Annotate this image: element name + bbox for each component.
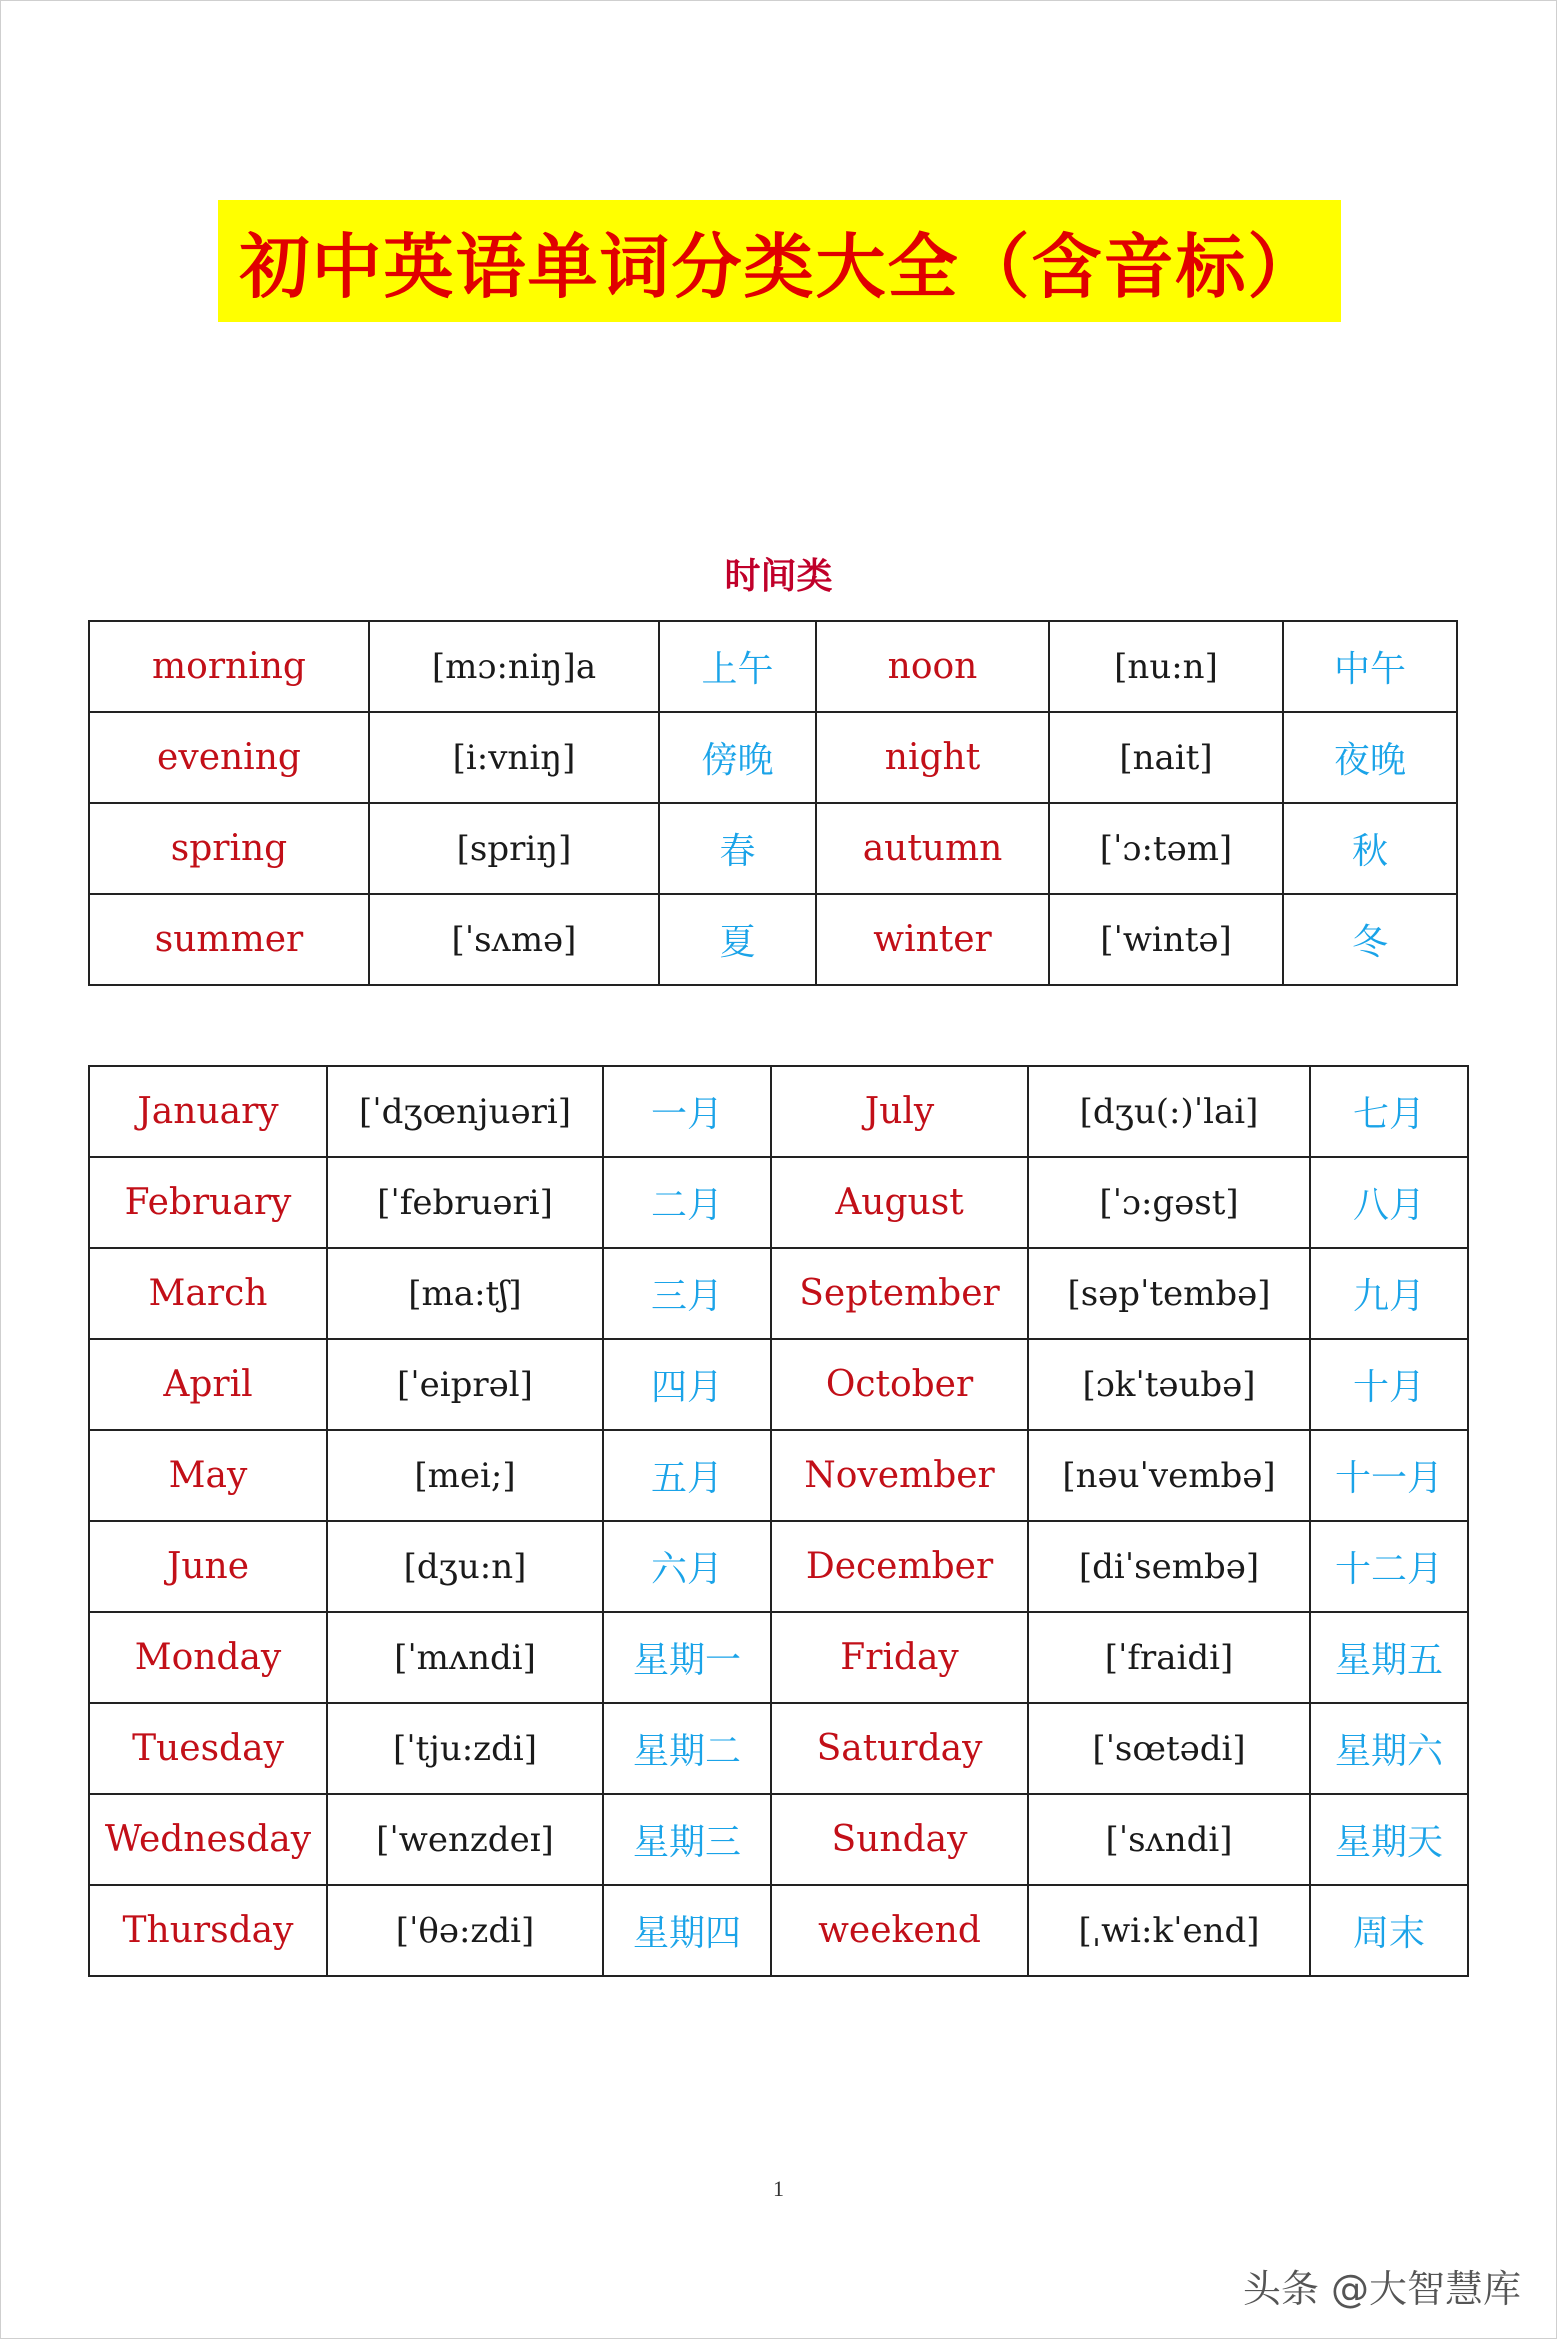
chinese-meaning-cell: 四月: [603, 1339, 771, 1430]
chinese-meaning-cell: 五月: [603, 1430, 771, 1521]
chinese-meaning-cell: 九月: [1310, 1248, 1468, 1339]
table-row: [89, 894, 1457, 985]
chinese-meaning-cell: 星期四: [603, 1885, 771, 1976]
page-number: 1: [773, 2176, 784, 2201]
table-row: [89, 1885, 1468, 1976]
phonetic-cell: [ˈsʌndi]: [1028, 1794, 1310, 1885]
english-word-cell: summer: [89, 894, 369, 985]
phonetic-cell: [dʒu(:)ˈlai]: [1028, 1066, 1310, 1157]
phonetic-cell: [ˈmʌndi]: [327, 1612, 603, 1703]
phonetic-cell: [i:vniŋ]: [369, 712, 659, 803]
english-word-cell: night: [816, 712, 1049, 803]
chinese-meaning-cell: 三月: [603, 1248, 771, 1339]
chinese-meaning-cell: 秋: [1283, 803, 1457, 894]
vocab-table-months-days: [88, 1065, 1469, 1977]
chinese-meaning-cell: 夏: [659, 894, 816, 985]
table-row: [89, 1066, 1468, 1157]
chinese-meaning-cell: 周末: [1310, 1885, 1468, 1976]
phonetic-cell: [mei;]: [327, 1430, 603, 1521]
english-word-cell: spring: [89, 803, 369, 894]
chinese-meaning-cell: 二月: [603, 1157, 771, 1248]
english-word-cell: November: [771, 1430, 1028, 1521]
chinese-meaning-cell: 星期五: [1310, 1612, 1468, 1703]
table-row: [89, 621, 1457, 712]
chinese-meaning-cell: 一月: [603, 1066, 771, 1157]
phonetic-cell: [ˈwintə]: [1049, 894, 1283, 985]
phonetic-cell: [ˈfraidi]: [1028, 1612, 1310, 1703]
watermark: 头条 @大智慧库: [1242, 2267, 1521, 2311]
phonetic-cell: [mɔ:niŋ]a: [369, 621, 659, 712]
phonetic-cell: [ɔkˈtəubə]: [1028, 1339, 1310, 1430]
phonetic-cell: [ˈwenzdeɪ]: [327, 1794, 603, 1885]
chinese-meaning-cell: 傍晚: [659, 712, 816, 803]
phonetic-cell: [ˈɔ:təm]: [1049, 803, 1283, 894]
phonetic-cell: [ˈɔ:gəst]: [1028, 1157, 1310, 1248]
table-row: [89, 1703, 1468, 1794]
english-word-cell: July: [771, 1066, 1028, 1157]
english-word-cell: August: [771, 1157, 1028, 1248]
chinese-meaning-cell: 十月: [1310, 1339, 1468, 1430]
english-word-cell: winter: [816, 894, 1049, 985]
chinese-meaning-cell: 冬: [1283, 894, 1457, 985]
phonetic-cell: [ma:tʃ]: [327, 1248, 603, 1339]
chinese-meaning-cell: 星期三: [603, 1794, 771, 1885]
english-word-cell: Tuesday: [89, 1703, 327, 1794]
phonetic-cell: [ˈdʒœnjuəri]: [327, 1066, 603, 1157]
english-word-cell: Wednesday: [89, 1794, 327, 1885]
phonetic-cell: [ˌwi:kˈend]: [1028, 1885, 1310, 1976]
chinese-meaning-cell: 星期一: [603, 1612, 771, 1703]
phonetic-cell: [ˈsʌmə]: [369, 894, 659, 985]
chinese-meaning-cell: 夜晚: [1283, 712, 1457, 803]
chinese-meaning-cell: 星期天: [1310, 1794, 1468, 1885]
phonetic-cell: [nəuˈvembə]: [1028, 1430, 1310, 1521]
english-word-cell: October: [771, 1339, 1028, 1430]
english-word-cell: autumn: [816, 803, 1049, 894]
chinese-meaning-cell: 中午: [1283, 621, 1457, 712]
phonetic-cell: [spriŋ]: [369, 803, 659, 894]
table-row: [89, 1612, 1468, 1703]
english-word-cell: January: [89, 1066, 327, 1157]
table-row: [89, 1339, 1468, 1430]
english-word-cell: weekend: [771, 1885, 1028, 1976]
chinese-meaning-cell: 十一月: [1310, 1430, 1468, 1521]
chinese-meaning-cell: 星期二: [603, 1703, 771, 1794]
english-word-cell: May: [89, 1430, 327, 1521]
phonetic-cell: [ˈsœtədi]: [1028, 1703, 1310, 1794]
chinese-meaning-cell: 七月: [1310, 1066, 1468, 1157]
english-word-cell: December: [771, 1521, 1028, 1612]
table-row: [89, 1521, 1468, 1612]
english-word-cell: March: [89, 1248, 327, 1339]
english-word-cell: Saturday: [771, 1703, 1028, 1794]
chinese-meaning-cell: 六月: [603, 1521, 771, 1612]
english-word-cell: Monday: [89, 1612, 327, 1703]
page-title: 初中英语单词分类大全（含音标）: [239, 225, 1320, 308]
phonetic-cell: [ˈθə:zdi]: [327, 1885, 603, 1976]
table-row: [89, 1248, 1468, 1339]
english-word-cell: February: [89, 1157, 327, 1248]
table-row: [89, 1794, 1468, 1885]
vocab-table-seasons-times: [88, 620, 1458, 986]
phonetic-cell: [diˈsembə]: [1028, 1521, 1310, 1612]
title-banner: [218, 200, 1341, 322]
english-word-cell: April: [89, 1339, 327, 1430]
english-word-cell: noon: [816, 621, 1049, 712]
english-word-cell: Friday: [771, 1612, 1028, 1703]
table-row: [89, 1430, 1468, 1521]
english-word-cell: evening: [89, 712, 369, 803]
english-word-cell: June: [89, 1521, 327, 1612]
phonetic-cell: [dʒu:n]: [327, 1521, 603, 1612]
chinese-meaning-cell: 十二月: [1310, 1521, 1468, 1612]
table-row: [89, 1157, 1468, 1248]
table-row: [89, 712, 1457, 803]
phonetic-cell: [nait]: [1049, 712, 1283, 803]
phonetic-cell: [ˈeiprəl]: [327, 1339, 603, 1430]
chinese-meaning-cell: 八月: [1310, 1157, 1468, 1248]
chinese-meaning-cell: 星期六: [1310, 1703, 1468, 1794]
phonetic-cell: [ˈtju:zdi]: [327, 1703, 603, 1794]
phonetic-cell: [səpˈtembə]: [1028, 1248, 1310, 1339]
phonetic-cell: [ˈfebruəri]: [327, 1157, 603, 1248]
english-word-cell: morning: [89, 621, 369, 712]
english-word-cell: Sunday: [771, 1794, 1028, 1885]
section-title: 时间类: [724, 556, 833, 597]
table-row: [89, 803, 1457, 894]
english-word-cell: September: [771, 1248, 1028, 1339]
chinese-meaning-cell: 上午: [659, 621, 816, 712]
phonetic-cell: [nu:n]: [1049, 621, 1283, 712]
english-word-cell: Thursday: [89, 1885, 327, 1976]
chinese-meaning-cell: 春: [659, 803, 816, 894]
